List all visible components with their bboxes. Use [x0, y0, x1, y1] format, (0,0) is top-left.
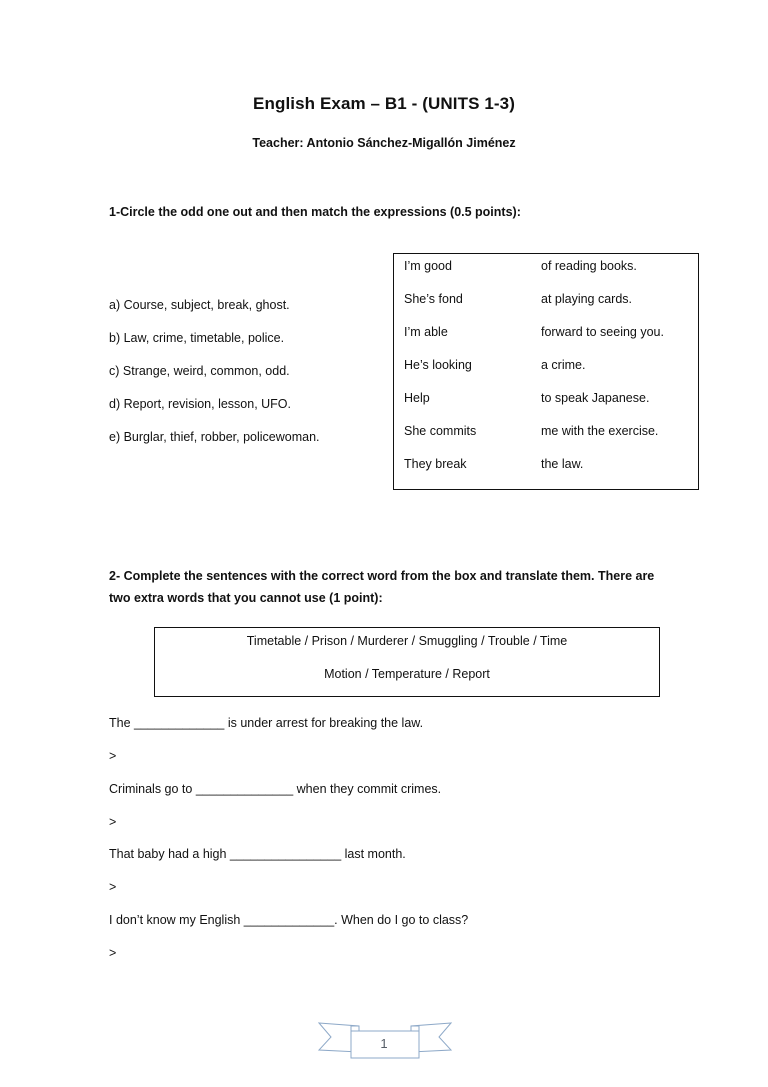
fill-in-sentence: That baby had a high ________________ last month.: [109, 847, 406, 861]
translation-prompt: >: [109, 880, 117, 894]
teacher-name: Teacher: Antonio Sánchez-Migallón Jiménez: [252, 136, 516, 150]
match-left-item: Help: [404, 391, 430, 405]
match-right-item: a crime.: [541, 358, 586, 372]
question-2-heading: 2- Complete the sentences with the correct word from the box and translate them. There are two extra words that you cannot use (1 point):: [109, 569, 655, 605]
odd-one-out-item: a) Course, subject, break, ghost.: [109, 298, 290, 312]
match-right-item: me with the exercise.: [541, 424, 659, 438]
match-left-item: I’m able: [404, 325, 448, 339]
odd-one-out-item: c) Strange, weird, common, odd.: [109, 364, 290, 378]
translation-prompt: >: [109, 815, 117, 829]
fill-in-sentence: The _____________ is under arrest for breaking the law.: [109, 716, 424, 730]
word-bank-box: [154, 627, 660, 697]
match-right-item: to speak Japanese.: [541, 391, 650, 405]
match-left-item: I’m good: [404, 259, 452, 273]
match-right-item: at playing cards.: [541, 292, 633, 306]
match-left-item: He’s looking: [404, 358, 472, 372]
exam-title: English Exam – B1 - (UNITS 1-3): [253, 94, 515, 113]
match-left-item: She’s fond: [404, 292, 463, 306]
word-bank-line-2: Motion / Temperature / Report: [324, 667, 490, 681]
translation-prompt: >: [109, 749, 117, 763]
match-right-item: forward to seeing you.: [541, 325, 664, 339]
fill-in-sentence: Criminals go to ______________ when they commit crimes.: [109, 782, 442, 796]
word-bank-line-1: Timetable / Prison / Murderer / Smuggling / Trouble / Time: [246, 634, 568, 648]
odd-one-out-item: d) Report, revision, lesson, UFO.: [109, 397, 292, 411]
question-1-heading: 1-Circle the odd one out and then match the expressions (0.5 points):: [109, 205, 521, 219]
match-right-item: the law.: [541, 457, 584, 471]
match-left-item: They break: [404, 457, 467, 471]
odd-one-out-item: e) Burglar, thief, robber, policewoman.: [109, 430, 320, 444]
translation-prompt: >: [109, 946, 117, 960]
odd-one-out-item: b) Law, crime, timetable, police.: [109, 331, 285, 345]
page-number: 1: [380, 1036, 388, 1051]
match-right-item: of reading books.: [541, 259, 637, 273]
fill-in-sentence: I don’t know my English _____________. When do I go to class?: [109, 913, 469, 927]
match-left-item: She commits: [404, 424, 477, 438]
